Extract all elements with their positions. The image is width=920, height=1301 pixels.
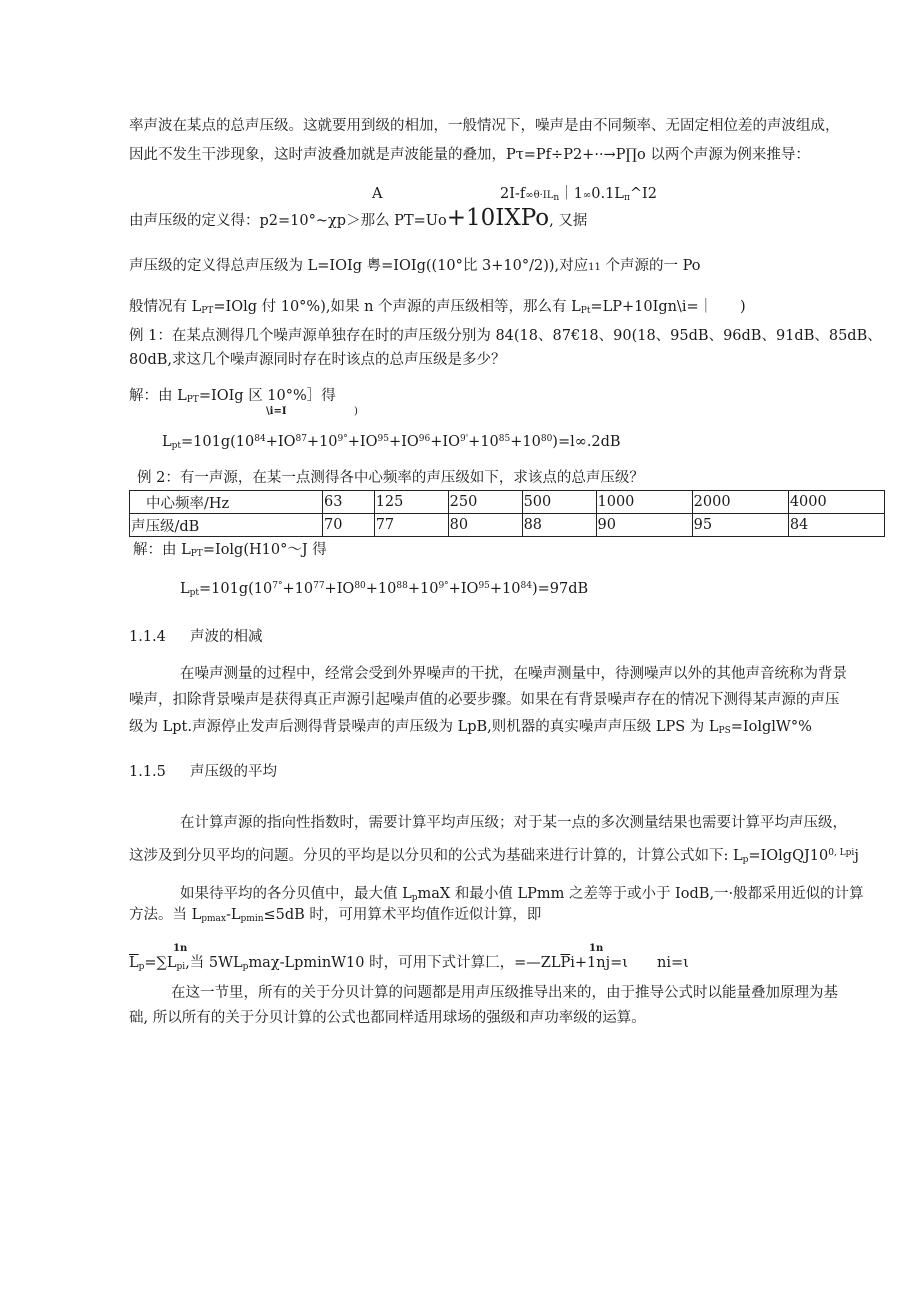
table-row <box>130 514 885 537</box>
section-title: 声压级的平均 <box>190 764 277 780</box>
paragraph-line: 础, 所以所有的关于分贝计算的公式也都同样适用球场的强级和声功率级的运算。 <box>129 1010 646 1026</box>
sum-index: \i=I <box>266 406 287 417</box>
paragraph-line: 在计算声源的指向性指数时，需要计算平均声压级；对于某一点的多次测量结果也需要计算平均声压级， <box>180 815 847 831</box>
formula: $2I-f\infty\theta\cdot IL_n|1\infty 0.1L_\pi\^{}I2$ <box>500 186 657 203</box>
table-cell: 80 <box>448 514 522 537</box>
paragraph-line: 如果待平均的各分贝值中，最大值 $L_pmaX$ 和最小值 LPmm 之差等于或小于 IodB,一·般都采用近似的计算 <box>180 886 864 903</box>
paragraph-line: 方法。当 $L_{pmax}-L_{pmin}\le 5dB$ 时，可用算术平均值作近似计算，即 <box>129 907 542 924</box>
section-title: 声波的相减 <box>190 629 263 645</box>
table-cell: 500 <box>522 491 596 514</box>
formula-fragment: ni=ι <box>657 955 689 971</box>
solution-line: 解：由 $L_{PT}=IOIg$ 区 10°%］得 <box>129 388 336 405</box>
formula-label: A <box>372 186 383 202</box>
section-number: 1.1.5 <box>129 764 166 780</box>
table-cell: 4000 <box>788 491 884 514</box>
table-cell: 63 <box>323 491 375 514</box>
paragraph-line: 在这一节里，所有的关于分贝计算的问题都是用声压级推导出来的，由于推导公式时以能量叠加原理为基 <box>171 985 838 1001</box>
table-cell: 95 <box>692 514 788 537</box>
example-line: 例 1：在某点测得几个噪声源单独存在时的声压级分别为 84(18、87€18、90(18、95dB、96dB、91dB、85dB、 <box>129 328 882 344</box>
average-formula: $\overline{L}_p=\sum L_{pi}$,当 $5WL_pma\chi-LpminW10$ 时，可用下式计算匚，$=—ZL\overline{P}i+1nj=\iota$ <box>129 955 628 972</box>
table-row <box>130 491 885 514</box>
table-cell: 1000 <box>596 491 692 514</box>
paragraph-line: 这涉及到分贝平均的问题。分贝的平均是以分贝和的公式为基础来进行计算的，计算公式如下: $L_p=IOlgQJ10^{0, Lpi}j$ <box>129 848 859 865</box>
paragraph-line: 由声压级的定义得：p2=10°~χp＞那么 PT=Uo+10IXPo, 又据 <box>129 205 588 231</box>
result-formula: $L_{pt}=101g(10^{7^\circ}+10^{77}+IO^{80}+10^{88}+10^{9^\circ}+IO^{95}+10^{84})=97dB$ <box>180 581 589 598</box>
table-cell: 250 <box>448 491 522 514</box>
table-cell: 84 <box>788 514 884 537</box>
solution-line: 解：由 $L_{PT}=Iolg(H10^\circ\sim J$ 得 <box>133 542 327 559</box>
sum-limit: 1n <box>589 943 604 954</box>
example-line: 例 2：有一声源，在某一点测得各中心频率的声压级如下，求该点的总声压级？ <box>137 470 644 486</box>
table-cell: 90 <box>596 514 692 537</box>
table-cell: 2000 <box>692 491 788 514</box>
result-formula: $L_{pt}=101g(10^{84}+IO^{87}+10^{9^\circ}+IO^{95}+IO^{96}+IO^{9'}+10^{85}+10^{80})=l\infty.2dB$ <box>162 434 621 451</box>
paragraph-fragment: ) <box>740 299 746 315</box>
table-cell: 88 <box>522 514 596 537</box>
frequency-level-table <box>129 490 885 537</box>
paragraph-line: 般情况有 $L_{PT}=IOlg$ 付 10°%),如果 n 个声源的声压级相等，那么有 $L_{Pt}=LP+10Ign\backslash i=|$ <box>129 299 714 316</box>
row-header-frequency: 中心频率/Hz <box>130 491 323 514</box>
paragraph-line: 噪声，扣除背景噪声是获得真正声源引起噪声值的必要步骤。如果在有背景噪声存在的情况下测得某声源的声压 <box>129 692 840 708</box>
section-number: 1.1.4 <box>129 629 166 645</box>
paragraph-line: 声压级的定义得总声压级为 L=IOIg 粤=IOIg((10°比 3+10°/2)),对应11 个声源的一 Po <box>129 258 701 274</box>
paragraph-line: 在噪声测量的过程中，经常会受到外界噪声的干扰，在噪声测量中，待测噪声以外的其他声音统称为背景 <box>180 666 847 682</box>
paragraph-line: 因此不发生干涉现象，这时声波叠加就是声波能量的叠加，Pτ=Pf÷P2+··→P∏o 以两个声源为例来推导： <box>129 147 810 163</box>
table-cell: 77 <box>374 514 448 537</box>
example-line: 80dB,求这几个噪声源同时存在时该点的总声压级是多少？ <box>129 352 506 368</box>
sum-bracket: ) <box>354 406 358 417</box>
paragraph-line: 级为 Lpt.声源停止发声后测得背景噪声的声压级为 LpB,则机器的真实噪声声压级 LPS 为 $L_{PS}=IolglW^\circ\%$ <box>129 719 812 736</box>
table-cell: 70 <box>323 514 375 537</box>
table-cell: 125 <box>374 491 448 514</box>
sum-limit: 1n <box>173 943 188 954</box>
row-header-level: 声压级/dB <box>130 514 323 537</box>
paragraph-line: 率声波在某点的总声压级。这就要用到级的相加，一般情况下，噪声是由不同频率、无固定相位差的声波组成， <box>129 118 840 134</box>
